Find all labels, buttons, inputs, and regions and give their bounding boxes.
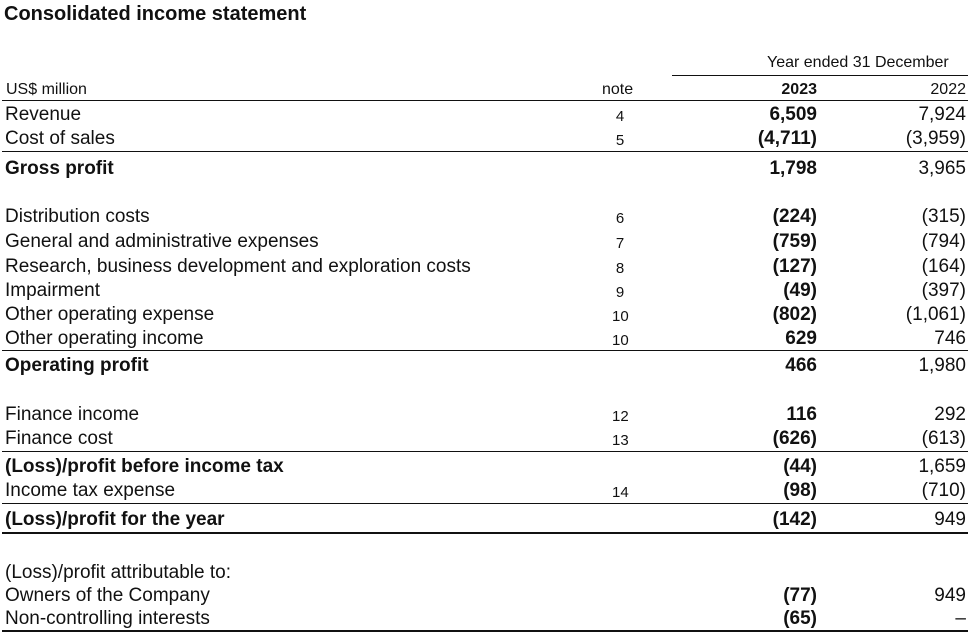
row-note: 8 [615,260,625,277]
table-row [0,606,974,630]
row-label: Impairment [5,280,101,301]
table-row [0,478,974,502]
row-value-2022: 949 [934,585,966,606]
row-value-2023: 6,509 [769,104,817,125]
note-column-header: note [602,81,634,98]
row-value-2023: (77) [783,585,817,606]
period-label: Year ended 31 December [767,54,949,71]
table-row [0,278,974,302]
page-title: Consolidated income statement [4,3,307,25]
subtotal-rule [2,151,968,152]
row-value-2023: (44) [783,456,817,477]
table-row [0,254,974,278]
row-value-2022: (710) [921,480,966,501]
subtotal-rule [2,503,968,504]
table-row [0,507,974,531]
row-label: (Loss)/profit before income tax [5,456,284,477]
row-value-2023: (127) [772,256,817,277]
header-rule [2,100,968,101]
row-value-2022: 1,659 [918,456,966,477]
row-note: 13 [612,432,629,449]
row-value-2022: (613) [921,428,966,449]
subtotal-rule [2,350,968,351]
row-label: Distribution costs [5,206,150,227]
row-note: 9 [615,284,625,301]
row-note: 10 [612,308,629,325]
bottom-rule [2,630,968,632]
row-value-2022: 7,924 [918,104,966,125]
period-underline [672,75,968,76]
unit-label: US$ million [6,81,87,98]
row-label: Other operating expense [5,304,215,325]
row-label: (Loss)/profit attributable to: [5,562,231,583]
row-label: Operating profit [5,355,149,376]
row-note: 7 [615,235,625,252]
total-rule [2,532,968,534]
year-2023-header: 2023 [781,81,817,98]
subtotal-rule [2,451,968,452]
row-value-2023: 629 [785,328,817,349]
row-label: Research, business development and exploration costs [5,256,471,277]
row-value-2022: (1,061) [905,304,966,325]
row-value-2023: (98) [783,480,817,501]
table-row [0,102,974,126]
row-note: 10 [612,332,629,349]
row-value-2023: (626) [772,428,817,449]
row-value-2022: (3,959) [905,128,966,149]
table-row [0,454,974,478]
row-label: Finance cost [5,428,113,449]
table-row [0,426,974,450]
row-value-2023: (224) [772,206,817,227]
row-value-2022: 292 [934,404,966,425]
row-label: Cost of sales [5,128,115,149]
row-note: 14 [612,484,629,501]
row-value-2023: (49) [783,280,817,301]
row-note: 12 [612,408,629,425]
row-value-2023: (759) [772,231,817,252]
row-value-2022: 1,980 [918,355,966,376]
table-row [0,126,974,150]
row-label: Non-controlling interests [5,608,210,629]
row-value-2023: 1,798 [769,158,817,179]
row-value-2023: (802) [772,304,817,325]
row-value-2022: (397) [921,280,966,301]
row-value-2023: (142) [772,509,817,530]
row-label: General and administrative expenses [5,231,319,252]
row-value-2022: (794) [921,231,966,252]
row-value-2022: – [955,608,966,629]
table-row [0,560,974,584]
row-value-2022: (164) [921,256,966,277]
row-value-2023: 466 [785,355,817,376]
row-label: Revenue [5,104,82,125]
table-row [0,204,974,228]
row-label: Gross profit [5,158,114,179]
table-row [0,229,974,253]
table-row [0,156,974,180]
row-label: Other operating income [5,328,204,349]
row-value-2023: 116 [786,404,817,425]
row-label: Finance income [5,404,140,425]
row-note: 4 [615,108,625,125]
row-value-2022: 746 [934,328,966,349]
row-value-2023: (4,711) [757,128,817,149]
row-note: 6 [615,210,625,227]
table-row [0,302,974,326]
table-row [0,326,974,350]
row-note: 5 [615,132,625,149]
row-value-2022: (315) [921,206,966,227]
row-value-2022: 949 [934,509,966,530]
year-2022-header: 2022 [930,81,966,98]
table-row [0,402,974,426]
row-label: Income tax expense [5,480,176,501]
row-value-2023: (65) [783,608,817,629]
table-row [0,583,974,607]
table-row [0,353,974,377]
row-label: Owners of the Company [5,585,210,606]
row-label: (Loss)/profit for the year [5,509,225,530]
row-value-2022: 3,965 [918,158,966,179]
